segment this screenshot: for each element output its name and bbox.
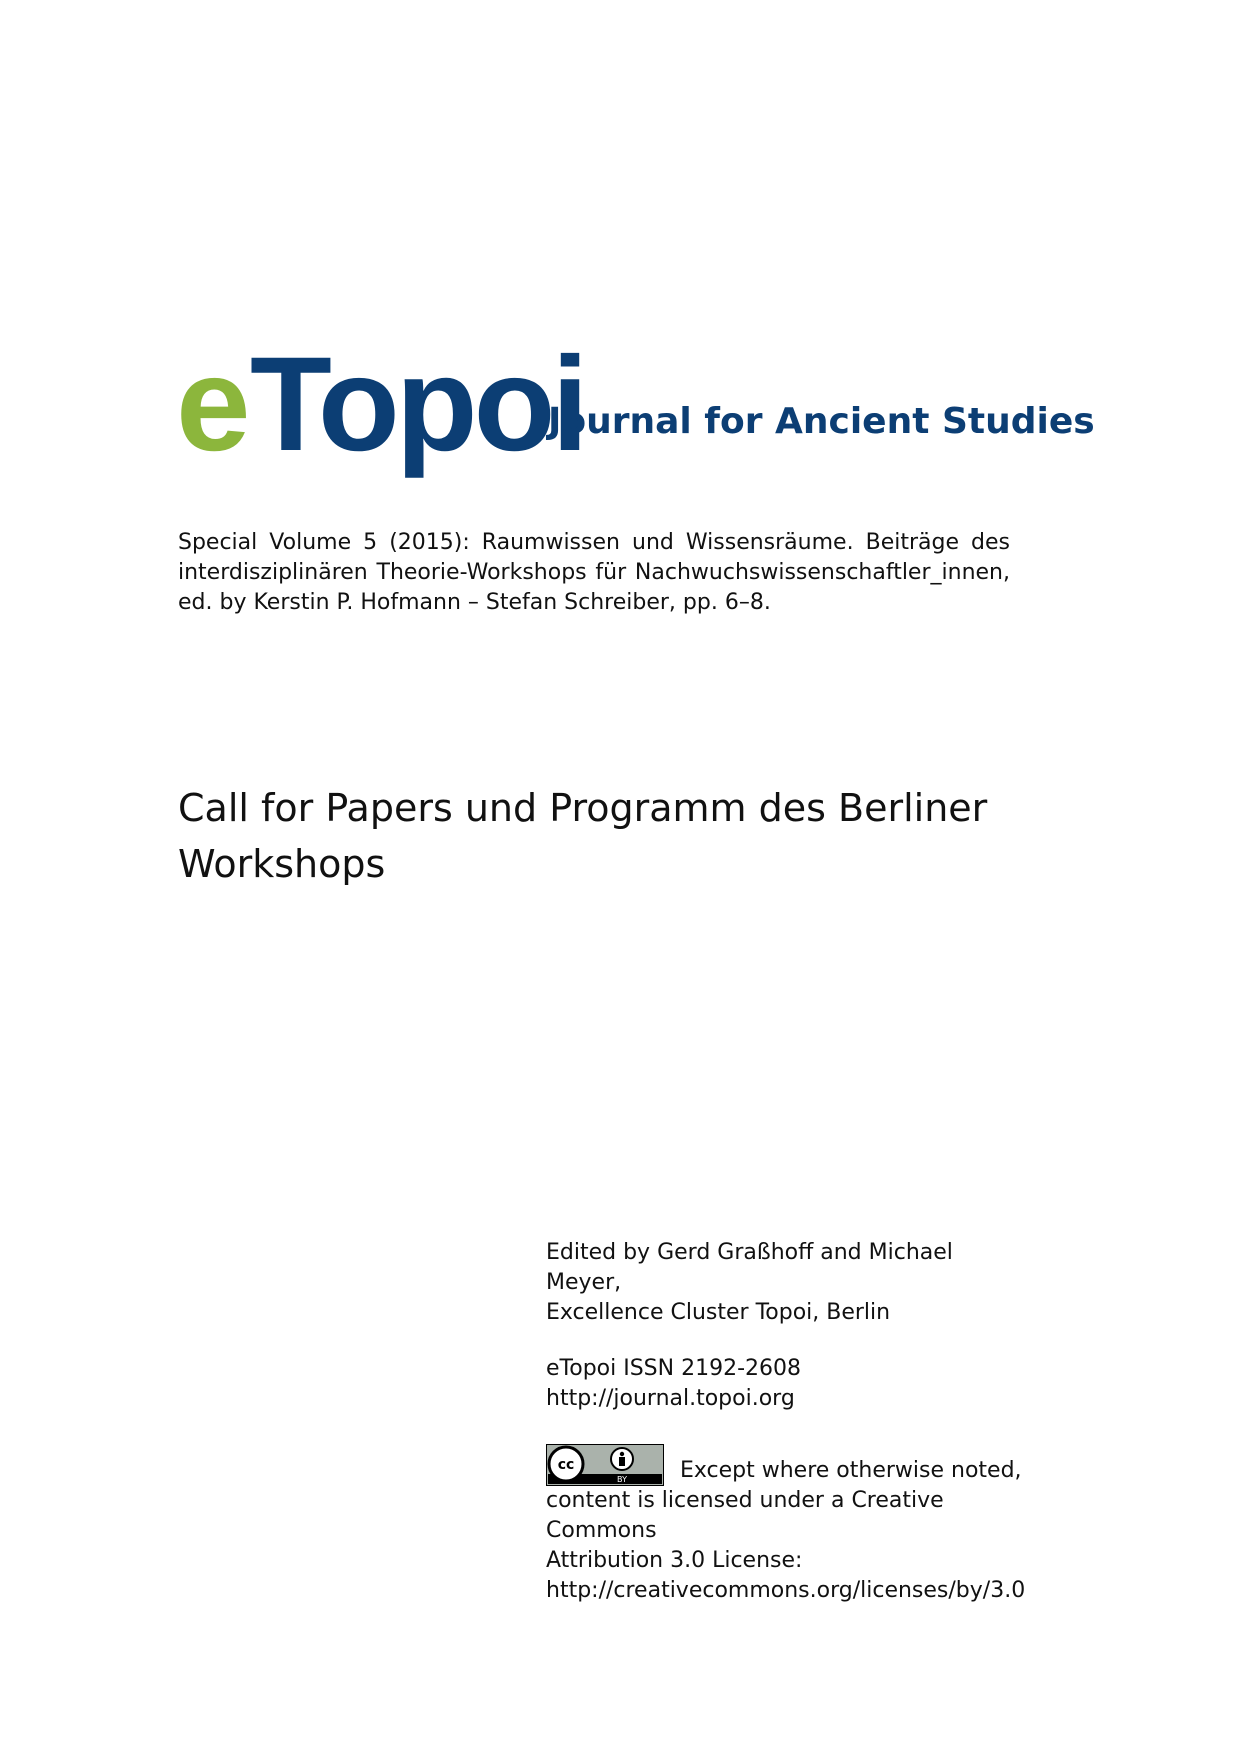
- cc-badge-by-text: BY: [617, 1475, 627, 1484]
- license-line-3: Attribution 3.0 License:: [546, 1548, 803, 1573]
- editors-line-1: Edited by Gerd Graßhoff and Michael Meyer,: [546, 1240, 953, 1295]
- license-line-2: content is licensed under a Creative Commons: [546, 1488, 944, 1543]
- article-title: Call for Papers und Programm des Berliner Workshops: [178, 786, 988, 886]
- journal-url[interactable]: http://journal.topoi.org: [546, 1386, 795, 1411]
- publication-info: [546, 1238, 1026, 1606]
- logo-letter-e: e: [176, 330, 247, 479]
- journal-logo: [176, 330, 1095, 479]
- logo-word-topoi: Topoi: [250, 330, 585, 479]
- license-url[interactable]: http://creativecommons.org/licenses/by/3.0: [546, 1578, 1026, 1603]
- license-line-1: Except where otherwise noted,: [680, 1458, 1022, 1483]
- cc-by-icon[interactable]: [546, 1444, 664, 1486]
- issn: eTopoi ISSN 2192-2608: [546, 1356, 802, 1381]
- journal-tagline: Journal for Ancient Studies: [548, 401, 1095, 442]
- cc-badge-cc-text: cc: [557, 1457, 575, 1473]
- citation-text: Special Volume 5 (2015): Raumwissen und Wissensräume. Beiträge des interdisziplinären Theorie-Workshops für Nachwuchswissenschaftler_innen, ed. by Kerstin P. Hofmann – Stefan Schreiber, pp. 6–8.: [178, 530, 1010, 615]
- editors-line-2: Excellence Cluster Topoi, Berlin: [546, 1300, 891, 1325]
- license-block: [546, 1444, 1026, 1606]
